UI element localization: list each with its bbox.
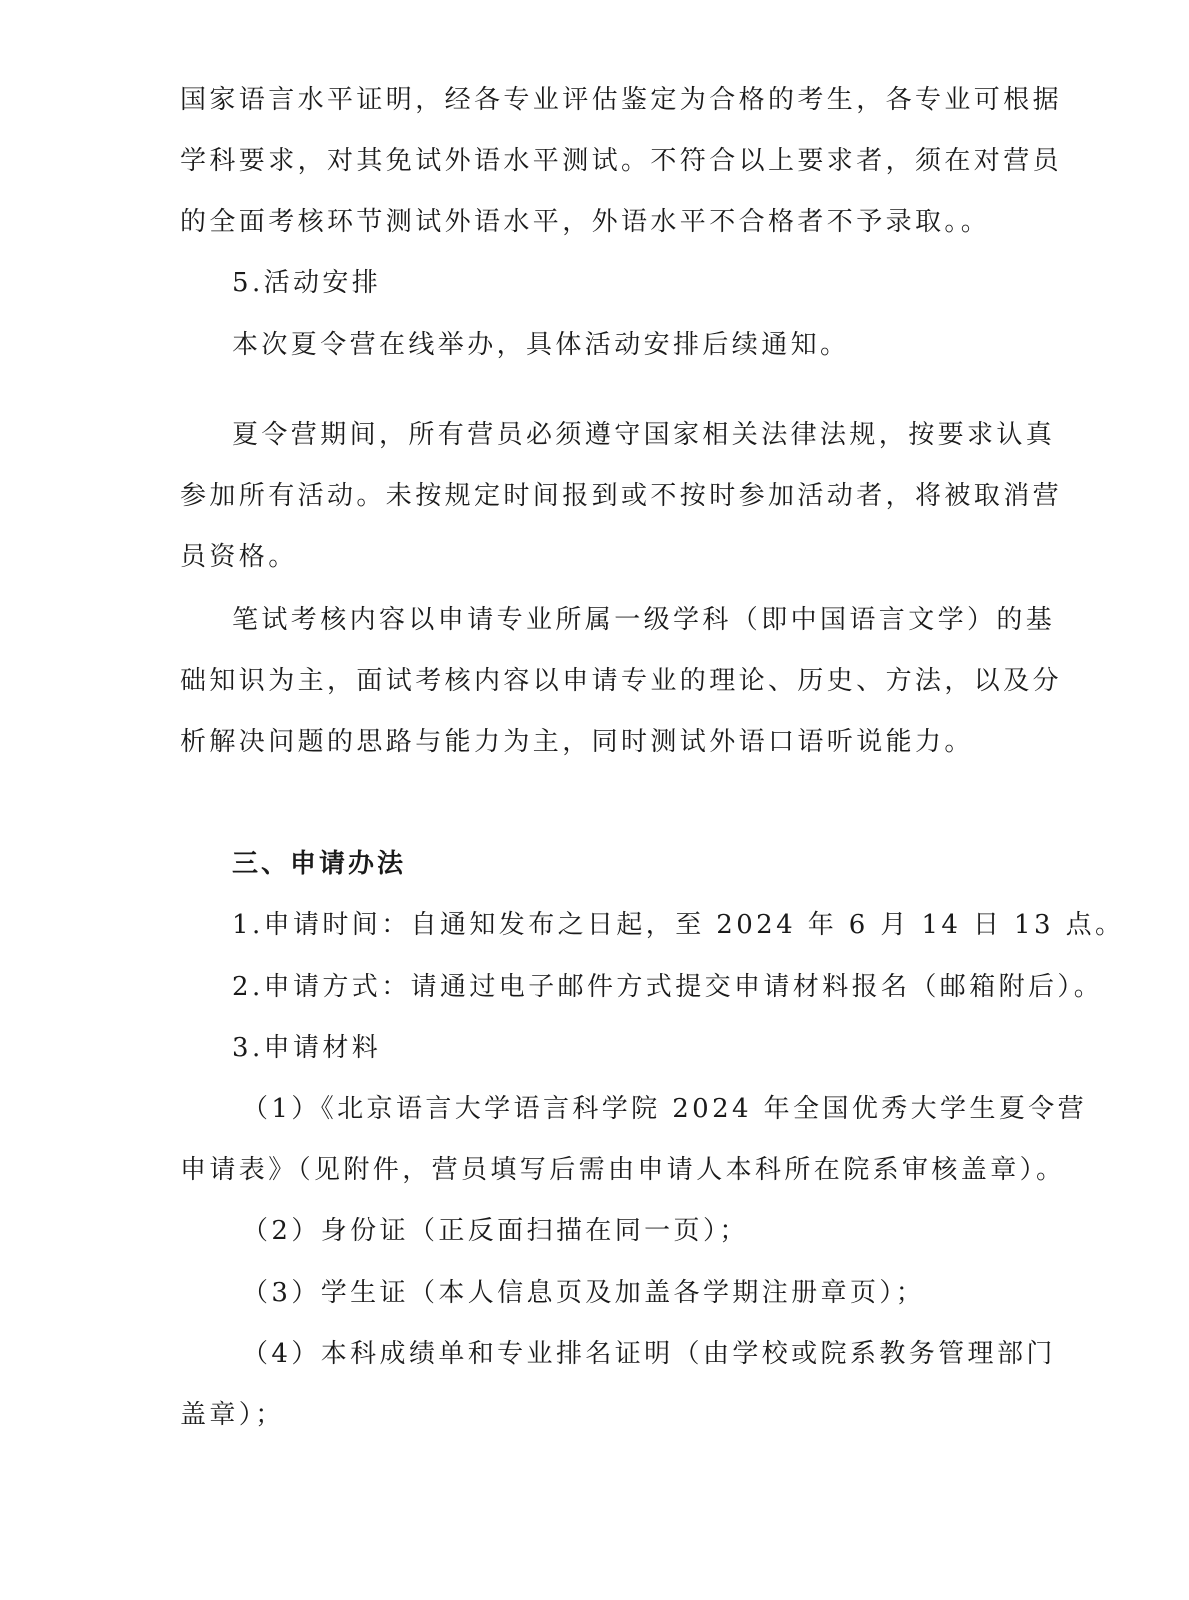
paragraph-line-6: 夏令营期间，所有营员必须遵守国家相关法律法规，按要求认真 [232,420,1056,450]
paragraph-line-5: 本次夏令营在线举办，具体活动安排后续通知。 [232,330,850,360]
application-materials-heading: 3.申请材料 [232,1033,382,1063]
material-item-4-line-2: 盖章）； [180,1400,285,1430]
section-heading-application: 三、申请办法 [232,849,407,879]
material-item-4-line-1: （4）本科成绩单和专业排名证明（由学校或院系教务管理部门 [242,1339,1056,1369]
paragraph-line-8: 员资格。 [180,542,298,572]
paragraph-line-10: 础知识为主，面试考核内容以申请专业的理论、历史、方法，以及分 [180,666,1063,696]
material-item-1-line-1: （1）《北京语言大学语言科学院 2024 年全国优秀大学生夏令营 [242,1094,1088,1124]
paragraph-line-11: 析解决问题的思路与能力为主，同时测试外语口语听说能力。 [180,727,974,757]
paragraph-line-1: 国家语言水平证明，经各专业评估鉴定为合格的考生，各专业可根据 [180,85,1063,115]
application-method-line: 2.申请方式：请通过电子邮件方式提交申请材料报名（邮箱附后）。 [232,972,1104,1002]
material-item-2: （2）身份证（正反面扫描在同一页）； [242,1216,749,1246]
section-subheading-activity: 5.活动安排 [232,268,382,298]
material-item-3: （3）学生证（本人信息页及加盖各学期注册章页）； [242,1278,926,1308]
paragraph-line-2: 学科要求，对其免试外语水平测试。不符合以上要求者，须在对营员 [180,146,1063,176]
material-item-1-line-2: 申请表》（见附件，营员填写后需由申请人本科所在院系审核盖章）。 [180,1155,1066,1185]
paragraph-line-9: 笔试考核内容以申请专业所属一级学科（即中国语言文学）的基 [232,605,1056,635]
paragraph-line-3: 的全面考核环节测试外语水平，外语水平不合格者不予录取。。 [180,207,991,237]
application-time-line: 1.申请时间：自通知发布之日起，至 2024 年 6 月 14 日 13 点。 [232,910,1125,940]
paragraph-line-7: 参加所有活动。未按规定时间报到或不按时参加活动者，将被取消营 [180,481,1063,511]
